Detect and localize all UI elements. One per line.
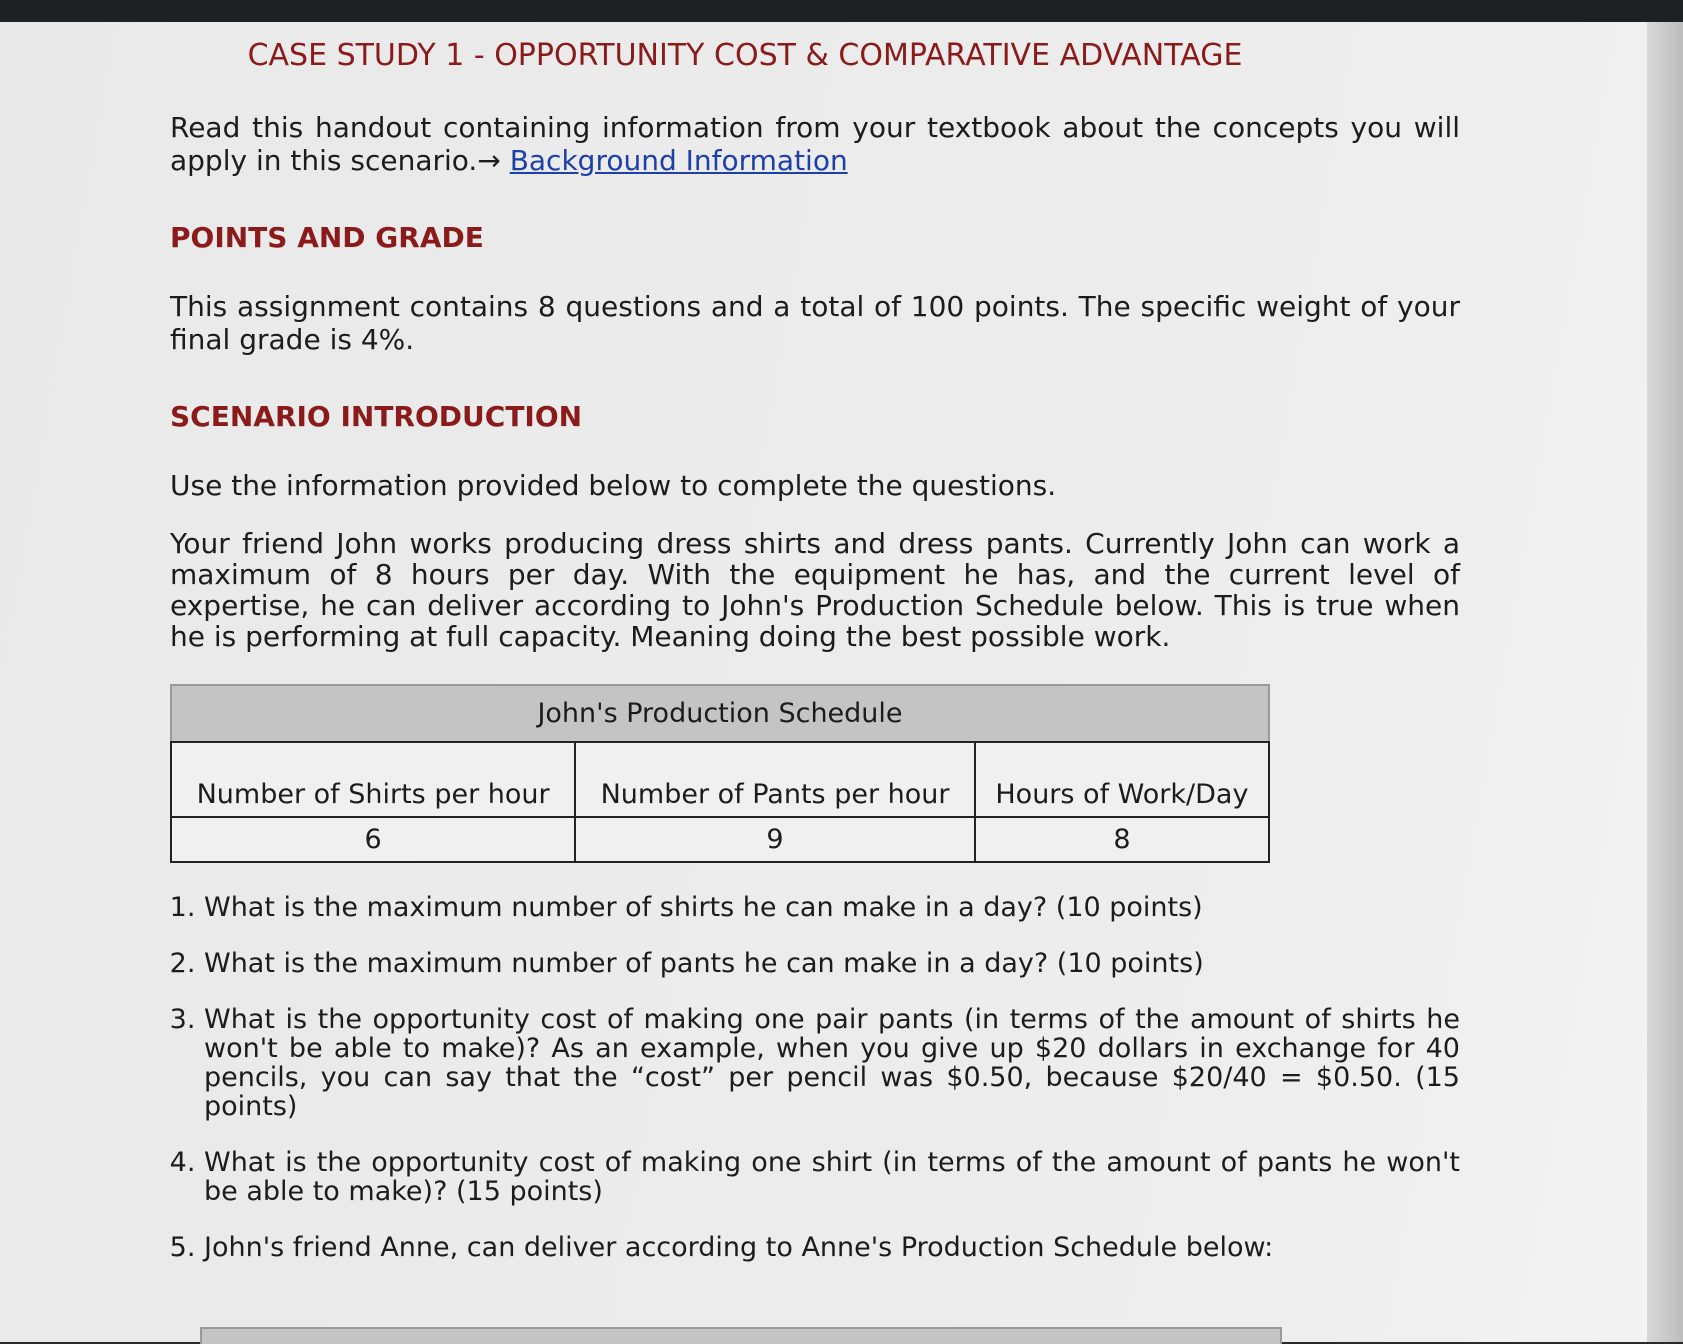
next-table-caption-bar bbox=[200, 1327, 1282, 1344]
document-content bbox=[170, 38, 1460, 1289]
scenario-instruction: Use the information provided below to complete the questions. bbox=[170, 469, 1057, 502]
points-heading: POINTS AND GRADE bbox=[170, 221, 484, 254]
scenario-description: Your friend John works producing dress shirts and dress pants. Currently John can work a maximum of 8 hours per day. With the equipment he has, and the current level of expertise, he can deliver according to John's Production Schedule below. This is true when he is performing at full capacity. Meaning doing the best possible work. bbox=[170, 527, 1460, 653]
question-3: 3. What is the opportunity cost of making one pair pants (in terms of the amount of shirts he won't be able to make)? As an example, when you give up $20 dollars in exchange for 40 pencils, you can say that the “cost” per pencil was $0.50, because $20/40 = $0.50. (15 points) bbox=[204, 1005, 1460, 1121]
production-schedule-table bbox=[170, 684, 1270, 863]
table-row bbox=[171, 817, 1269, 862]
intro-text: Read this handout containing information from your textbook about the concepts you will apply in this scenario.→ bbox=[170, 111, 1460, 177]
question-2: 2. What is the maximum number of pants he can make in a day? (10 points) bbox=[204, 949, 1460, 978]
table-caption: John's Production Schedule bbox=[170, 684, 1270, 741]
question-5: 5. John's friend Anne, can deliver according to Anne's Production Schedule below: bbox=[204, 1233, 1460, 1262]
table-header-row bbox=[171, 742, 1269, 817]
header-pants-per-hour: Number of Pants per hour bbox=[575, 742, 975, 817]
scenario-heading: SCENARIO INTRODUCTION bbox=[170, 400, 583, 433]
monitor-bezel-top bbox=[0, 0, 1683, 22]
header-shirts-per-hour: Number of Shirts per hour bbox=[171, 742, 575, 817]
question-list bbox=[170, 893, 1460, 1262]
monitor-bezel-right bbox=[1647, 22, 1683, 1342]
page-title: CASE STUDY 1 - OPPORTUNITY COST & COMPARATIVE ADVANTAGE bbox=[247, 38, 1243, 73]
cell-shirts-per-hour: 6 bbox=[171, 817, 575, 862]
intro-paragraph bbox=[170, 111, 1460, 177]
points-paragraph: This assignment contains 8 questions and a total of 100 points. The specific weight of your final grade is 4%. bbox=[170, 290, 1460, 356]
cell-pants-per-hour: 9 bbox=[575, 817, 975, 862]
background-information-link[interactable]: Background Information bbox=[509, 144, 848, 177]
question-4: 4. What is the opportunity cost of making one shirt (in terms of the amount of pants he won't be able to make)? (15 points) bbox=[204, 1148, 1460, 1206]
question-1: 1. What is the maximum number of shirts he can make in a day? (10 points) bbox=[204, 893, 1460, 922]
header-hours-per-day: Hours of Work/Day bbox=[975, 742, 1269, 817]
cell-hours-per-day: 8 bbox=[975, 817, 1269, 862]
